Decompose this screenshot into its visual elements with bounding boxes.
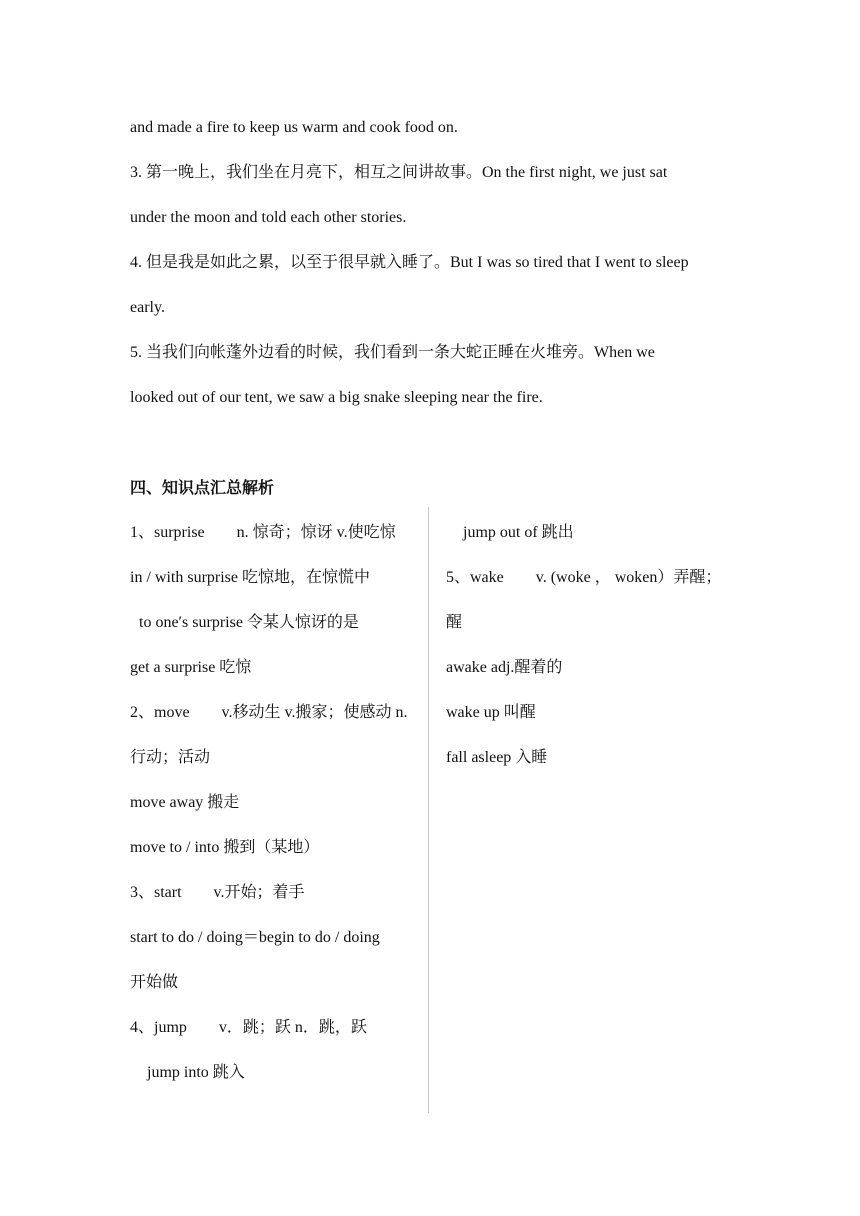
text-line: looked out of our tent, we saw a big snake sleeping near the fire. [130,389,543,406]
vocab-line: 3、start v.开始；着手 [130,884,305,901]
text-line: and made a fire to keep us warm and cook food on. [130,119,458,136]
vocab-line: 醒 [446,614,463,631]
vocab-line: move to / into 搬到（某地） [130,839,320,856]
column-divider [428,507,429,1113]
vocab-line: 4、jump v．跳；跃 n．跳，跃 [130,1019,367,1036]
vocab-line: start to do / doing＝begin to do / doing [130,929,380,946]
vocab-line: in / with surprise 吃惊地，在惊慌中 [130,569,370,586]
vocab-line: jump out of 跳出 [463,524,574,541]
vocab-line: 开始做 [130,974,179,991]
text-line: early. [130,299,165,316]
vocab-line: get a surprise 吃惊 [130,659,252,676]
translation-sentences [130,105,732,420]
vocab-line: 行动；活动 [130,749,211,766]
vocab-line: jump into 跳入 [147,1064,245,1081]
text-line: 5. 当我们向帐蓬外边看的时候，我们看到一条大蛇正睡在火堆旁。When we [130,344,655,361]
section-title: 四、知识点汇总解析 [130,478,275,497]
vocab-line: 5、wake v. (woke ， woken）弄醒； [446,569,722,586]
vocab-line: fall asleep 入睡 [446,749,548,766]
vocab-line: 2、move v.移动生 v.搬家；使感动 n. [130,704,408,721]
vocab-line: 1、surprise n. 惊奇；惊讶 v.使吃惊 [130,524,396,541]
vocab-line: move away 搬走 [130,794,240,811]
text-line: 4. 但是我是如此之累，以至于很早就入睡了。But I was so tired that I went to sleep [130,254,689,271]
vocab-line: to one′s surprise 令某人惊讶的是 [139,614,359,631]
text-line: 3. 第一晚上，我们坐在月亮下，相互之间讲故事。On the first night, we just sat [130,164,668,181]
vocab-line: awake adj.醒着的 [446,659,563,676]
vocab-line: wake up 叫醒 [446,704,536,721]
left-column [130,510,422,1095]
text-line: under the moon and told each other stories. [130,209,407,226]
right-column [446,510,736,780]
